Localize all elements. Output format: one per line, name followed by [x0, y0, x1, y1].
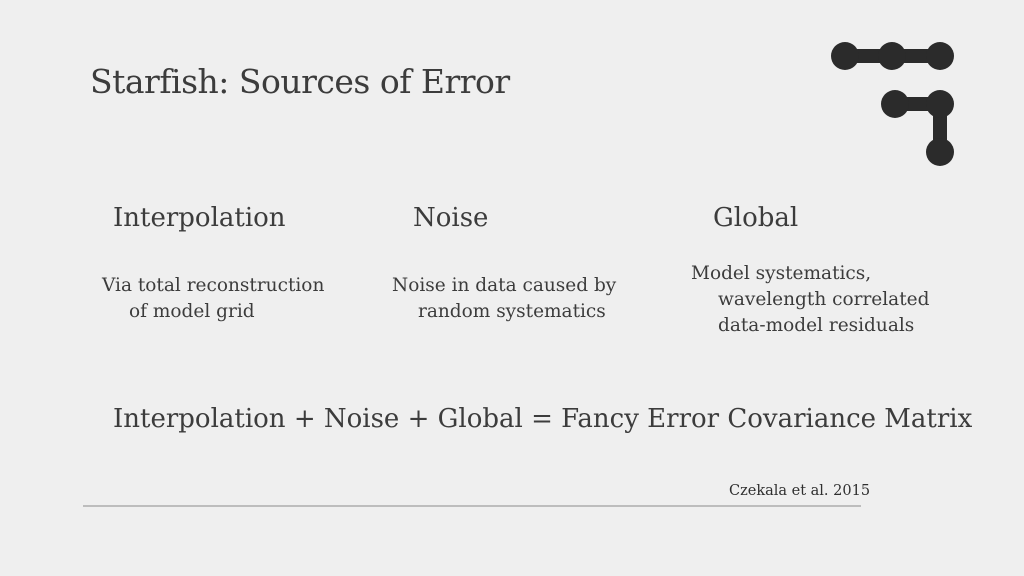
column-heading-global: Global: [713, 203, 799, 233]
slide-title: Starfish: Sources of Error: [90, 62, 510, 101]
column-text-line: Model systematics,: [691, 263, 872, 284]
column-text-line: Via total reconstruction: [102, 275, 325, 296]
column-text-line: data-model residuals: [718, 315, 915, 336]
column-text-interpolation: [102, 273, 324, 325]
column-text-noise: [392, 273, 616, 325]
column-text-global: [691, 261, 929, 339]
column-heading-noise: Noise: [413, 203, 489, 233]
citation: Czekala et al. 2015: [729, 483, 871, 499]
column-heading-interpolation: Interpolation: [113, 203, 286, 233]
column-text-line: of model grid: [129, 301, 255, 322]
error-equation: Interpolation + Noise + Global = Fancy Error Covariance Matrix: [113, 404, 973, 434]
column-text-line: Noise in data caused by: [392, 275, 617, 296]
column-text-line: wavelength correlated: [718, 289, 930, 310]
footer-divider: [83, 505, 861, 507]
starfish-logo-icon: [828, 40, 960, 170]
column-text-line: random systematics: [418, 301, 606, 322]
